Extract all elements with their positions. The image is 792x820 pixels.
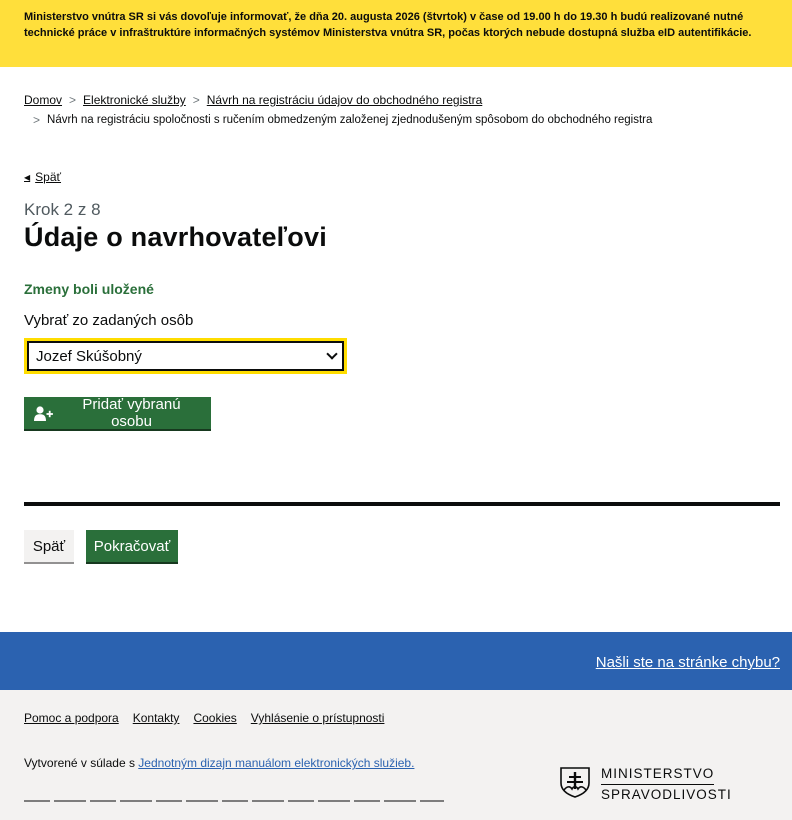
design-manual-link[interactable]: Jednotným dizajn manuálom elektronických služieb. <box>138 756 415 770</box>
breadcrumb-separator-icon: > <box>69 93 77 107</box>
page-title: Údaje o navrhovateľovi <box>24 222 327 252</box>
breadcrumb-separator-icon: > <box>192 93 200 107</box>
breadcrumb-current-page: Návrh na registráciu spoločnosti s ručením obmedzeným založenej zjednodušeným spôsobom do obchodného registra <box>47 114 653 126</box>
saved-status-message: Zmeny boli uložené <box>24 281 154 297</box>
section-divider <box>24 502 780 506</box>
breadcrumb-link-home[interactable]: Domov <box>24 93 63 107</box>
add-selected-person-label: Pridať vybranú osobu <box>82 396 181 430</box>
notice-text: Ministerstvo vnútra SR si vás dovoľuje informovať, že dňa 20. augusta 2026 (štvrtok) v čase od 19.00 h do 19.30 h budú realizované nutné technické práce v infraštruktúre informačných systémov Ministerstva vnútra SR, počas ktorých nebude dostupná služba eID autentifikácie. <box>24 11 752 39</box>
breadcrumb <box>24 92 784 128</box>
coat-of-arms-icon <box>559 766 591 798</box>
design-manual-prefix: Vytvorené v súlade s <box>24 756 135 770</box>
footer-link-contacts[interactable]: Kontakty <box>132 711 180 725</box>
truncated-footer-text <box>24 798 444 803</box>
report-error-link[interactable]: Našli ste na stránke chybu? <box>595 654 780 671</box>
person-select[interactable] <box>24 338 347 374</box>
breadcrumb-link-electronic-services[interactable]: Elektronické služby <box>83 93 186 107</box>
continue-button[interactable]: Pokračovať <box>86 530 178 562</box>
footer-main <box>0 690 792 820</box>
breadcrumb-row-current <box>24 112 784 128</box>
back-link-label: Späť <box>35 170 62 184</box>
ministry-name-line2: SPRAVODLIVOSTI <box>601 787 732 802</box>
ministry-name <box>601 764 732 805</box>
person-select-label: Vybrať zo zadaných osôb <box>24 312 194 329</box>
footer-link-help[interactable]: Pomoc a podpora <box>24 711 119 725</box>
add-selected-person-button[interactable] <box>24 397 211 429</box>
design-manual-note <box>24 756 414 770</box>
caret-left-icon: ◀ <box>24 172 31 182</box>
ministry-logo <box>559 764 732 805</box>
footer-links <box>24 711 384 725</box>
breadcrumb-row-links <box>24 92 784 108</box>
step-indicator: Krok 2 z 8 <box>24 200 101 219</box>
breadcrumb-link-registry-proposal[interactable]: Návrh na registráciu údajov do obchodného registra <box>206 93 483 107</box>
footer-link-cookies[interactable]: Cookies <box>193 711 237 725</box>
person-select-value: Jozef Skúšobný <box>36 347 142 365</box>
footer-feedback-bar <box>0 632 792 690</box>
back-link[interactable] <box>24 170 61 184</box>
ministry-name-line1: MINISTERSTVO <box>601 764 714 785</box>
maintenance-notice-banner <box>0 0 792 67</box>
breadcrumb-separator-icon: > <box>33 113 41 127</box>
chevron-down-icon <box>326 348 337 359</box>
footer-link-accessibility[interactable]: Vyhlásenie o prístupnosti <box>250 711 385 725</box>
back-button[interactable]: Späť <box>24 530 74 562</box>
user-plus-icon <box>34 406 53 421</box>
